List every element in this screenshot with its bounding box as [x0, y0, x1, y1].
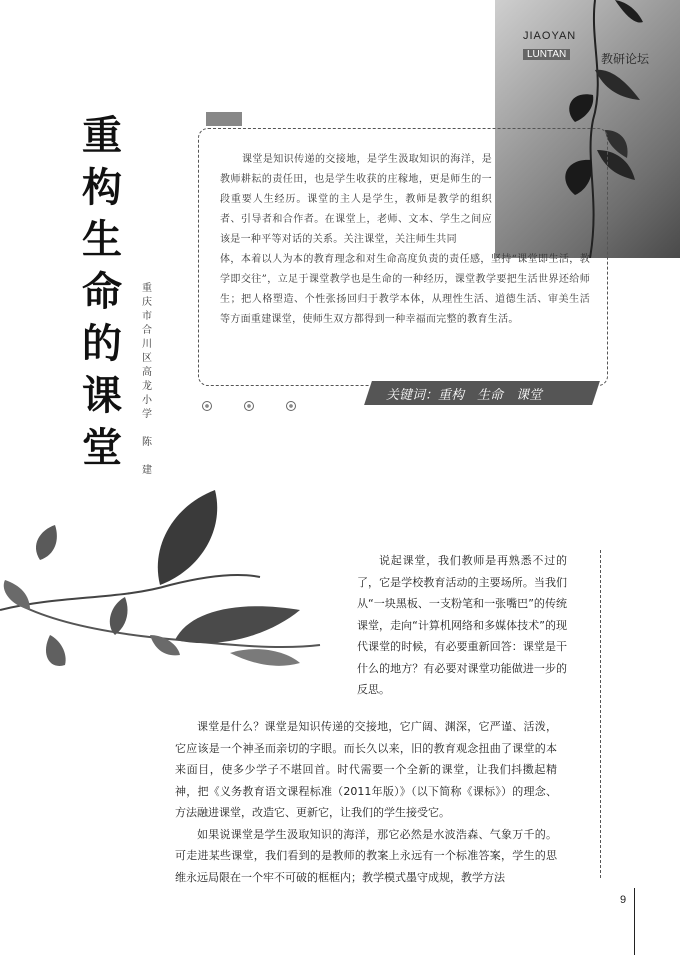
abstract-tab	[206, 112, 242, 126]
article-title	[72, 110, 132, 474]
title-char: 重	[82, 112, 122, 159]
page-rule	[634, 888, 635, 955]
byline-char: 川	[142, 339, 152, 350]
section-latin-1: JIAOYAN	[523, 30, 577, 42]
abstract-text-narrow: 课堂是知识传递的交接地，是学生汲取知识的海洋，是教师耕耘的责任田，也是学生收获的庄稼地，更是师生的一段重要人生经历。课堂的主人是学生，教师是教学的组织者、引导者和合作者。在课堂上，老师、文本、学生之间应该是一种平等对话的关系。关注课堂，关注师生共同	[220, 154, 492, 245]
decor-dot	[244, 401, 254, 411]
byline-char: 市	[142, 311, 152, 322]
branch-illustration	[0, 485, 350, 700]
byline-char	[140, 450, 154, 464]
body-text	[175, 716, 557, 888]
column-rule	[600, 550, 601, 878]
byline-char: 建	[142, 465, 152, 476]
byline-char	[140, 422, 154, 436]
section-latin-2: LUNTAN	[523, 49, 570, 60]
byline-char: 合	[142, 325, 152, 336]
section-tag	[523, 30, 650, 66]
byline-char: 区	[142, 353, 152, 364]
abstract-text-wide: 体，本着以人为本的教育理念和对生命高度负责的责任感，坚持“课堂即生活，教学即交往”，立足于课堂教学也是生命的一种经历，课堂教学要把生活世界还给师生；把人格塑造、个性张扬回归于教学本体，从理性生活、道德生活、审美生活等方面重建课堂，使师生双方都得到一种幸福而完整的教育生活。	[220, 254, 590, 325]
byline-char: 小	[142, 395, 152, 406]
decor-dot	[202, 401, 212, 411]
title-char: 生	[82, 216, 122, 263]
branch-photo	[0, 485, 350, 700]
keywords: 关键词：重构 生命 课堂	[386, 388, 543, 403]
body-paragraph-2: 如果说课堂是学生汲取知识的海洋，那它必然是水波浩森、气象万千的。可走进某些课堂，我们看到的是教师的教案上永远有一个标准答案，学生的思维永远局限在一个牢不可破的框框内；教学模式墨守成规，教学方法	[175, 827, 557, 884]
title-char: 课	[82, 372, 122, 419]
byline-char: 高	[142, 367, 152, 378]
decor-dot	[286, 401, 296, 411]
page-number: 9	[620, 894, 627, 906]
byline-char: 陈	[142, 437, 152, 448]
title-char: 构	[82, 164, 122, 211]
author-byline	[140, 282, 154, 478]
byline-char: 重	[142, 283, 152, 294]
abstract-text	[220, 150, 590, 330]
title-char: 的	[82, 320, 122, 367]
body-paragraph-1: 课堂是什么？课堂是知识传递的交接地，它广阔、渊深，它严谨、活泼，它应该是一个神圣而亲切的字眼。而长久以来，旧的教育观念扭曲了课堂的本来面目，使多少学子不堪回首。时代需要一个全新的课堂，让我们抖擞起精神，把《义务教育语文课程标准（2011年版）》（以下简称《课标》）的理念、方法融进课堂，改造它、更新它，让我们的学生接受它。	[175, 720, 557, 819]
title-char: 堂	[82, 424, 122, 471]
byline-char: 学	[142, 409, 152, 420]
byline-char: 龙	[142, 381, 152, 392]
intro-paragraph: 说起课堂，我们教师是再熟悉不过的了，它是学校教育活动的主要场所。当我们从“一块黑板、一支粉笔和一张嘴巴”的传统课堂，走向“计算机网络和多媒体技术”的现代课堂的时候，有必要重新回答：课堂是干什么的地方？有必要对课堂功能做进一步的反思。	[357, 554, 567, 696]
byline-char: 庆	[142, 297, 152, 308]
section-name: 教研论坛	[601, 52, 650, 66]
title-char: 命	[82, 268, 122, 315]
